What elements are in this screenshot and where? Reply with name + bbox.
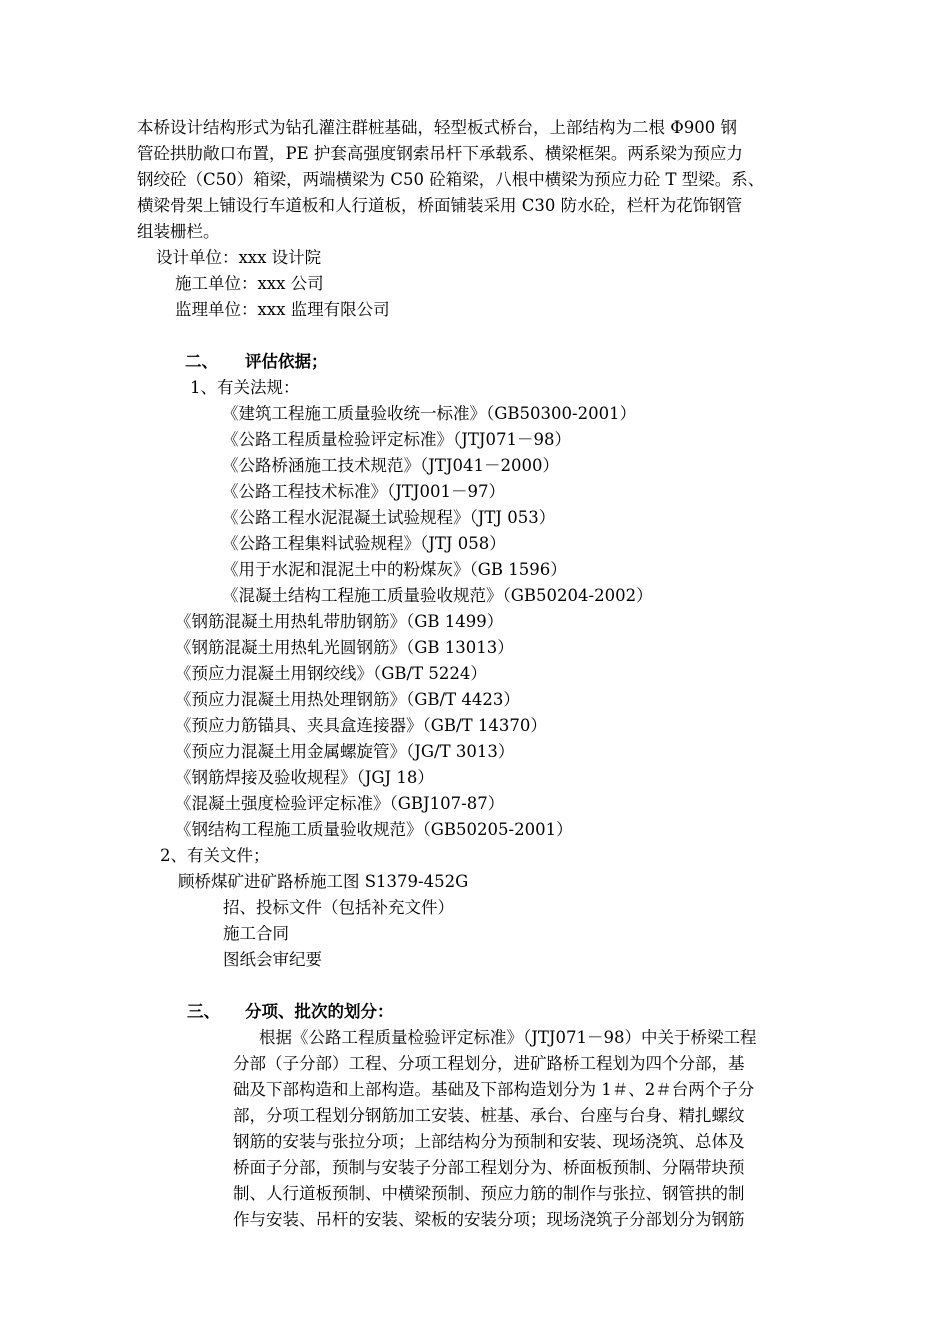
standard-item: 《钢筋混凝土用热轧带肋钢筋》（GB 1499）: [175, 612, 504, 631]
section3-line: 部，分项工程划分钢筋加工安装、桩基、承台、台座与台身、精扎螺纹: [233, 1106, 745, 1125]
intro-line: 横梁骨架上铺设行车道板和人行道板，桥面铺装采用 C30 防水砼，栏杆为花饰钢管: [137, 196, 743, 215]
standard-item: 《建筑工程施工质量验收统一标准》（GB50300-2001）: [222, 404, 637, 423]
standard-item: 《预应力混凝土用钢绞线》（GB/T 5224）: [175, 664, 487, 683]
standard-item: 《预应力筋锚具、夹具盒连接器》（GB/T 14370）: [175, 716, 547, 735]
standard-item: 《公路工程质量检验评定标准》（JTJ071－98）: [222, 430, 571, 449]
section2-sub2: 2、有关文件；: [160, 846, 270, 865]
section3-line: 作与安装、吊杆的安装、梁板的安装分项；现场浇筑子分部划分为钢筋: [233, 1210, 745, 1229]
standard-item: 《混凝土结构工程施工质量验收规范》（GB50204-2002）: [222, 586, 653, 605]
intro-line: 本桥设计结构形式为钻孔灌注群桩基础，轻型板式桥台，上部结构为二根 Φ900 钢: [137, 118, 738, 137]
section3-line: 桥面子分部，预制与安装子分部工程划分为、桥面板预制、分隔带块预: [233, 1158, 745, 1177]
section2-sub1: 1、有关法规：: [190, 378, 300, 397]
standard-item: 《用于水泥和混泥土中的粉煤灰》（GB 1596）: [222, 560, 567, 579]
standard-item: 《钢筋焊接及验收规程》（JGJ 18）: [175, 768, 434, 787]
drawing-reference: 顾桥煤矿进矿路桥施工图 S1379-452G: [178, 872, 469, 891]
file-item: 招、投标文件（包括补充文件）: [223, 898, 454, 917]
section3-line: 分部（子分部）工程、分项工程划分，进矿路桥工程划为四个分部，基: [233, 1054, 745, 1073]
file-item: 施工合同: [223, 924, 289, 943]
standard-item: 《预应力混凝土用金属螺旋管》（JG/T 3013）: [175, 742, 515, 761]
standard-item: 《钢结构工程施工质量验收规范》（GB50205-2001）: [175, 820, 573, 839]
section3-line: 础及下部构造和上部构造。基础及下部构造划分为 1＃、2＃台两个子分: [233, 1080, 755, 1099]
design-unit: 设计单位：xxx 设计院: [156, 248, 322, 267]
section3-number: 三、: [187, 1002, 220, 1021]
construction-unit: 施工单位：xxx 公司: [175, 274, 324, 293]
intro-line: 组装栅栏。: [137, 222, 220, 241]
intro-line: 钢绞砼（C50）箱梁，两端横梁为 C50 砼箱梁，八根中横梁为预应力砼 T 型梁。系、: [137, 170, 765, 189]
section2-title: 评估依据；: [245, 352, 328, 371]
standard-item: 《钢筋混凝土用热轧光圆钢筋》（GB 13013）: [175, 638, 514, 657]
section3-line: 钢筋的安装与张拉分项；上部结构分为预制和安装、现场浇筑、总体及: [233, 1132, 745, 1151]
standard-item: 《预应力混凝土用热处理钢筋》（GB/T 4423）: [175, 690, 520, 709]
section2-number: 二、: [185, 352, 218, 371]
standard-item: 《混凝土强度检验评定标准》（GBJ107-87）: [175, 794, 505, 813]
section3-title: 分项、批次的划分：: [245, 1002, 394, 1021]
intro-line: 管砼拱肋敞口布置，PE 护套高强度钢索吊杆下承载系、横梁框架。两系梁为预应力: [137, 144, 743, 163]
section3-line: 制、人行道板预制、中横梁预制、预应力筋的制作与张拉、钢管拱的制: [233, 1184, 745, 1203]
file-item: 图纸会审纪要: [223, 950, 322, 969]
standard-item: 《公路工程集料试验规程》（JTJ 058）: [222, 534, 506, 553]
standard-item: 《公路工程技术标准》（JTJ001－97）: [222, 482, 505, 501]
supervision-unit: 监理单位：xxx 监理有限公司: [175, 300, 390, 319]
standard-item: 《公路桥涵施工技术规范》（JTJ041－2000）: [222, 456, 559, 475]
section3-line: 根据《公路工程质量检验评定标准》（JTJ071－98）中关于桥梁工程: [259, 1028, 757, 1047]
standard-item: 《公路工程水泥混凝土试验规程》（JTJ 053）: [222, 508, 556, 527]
